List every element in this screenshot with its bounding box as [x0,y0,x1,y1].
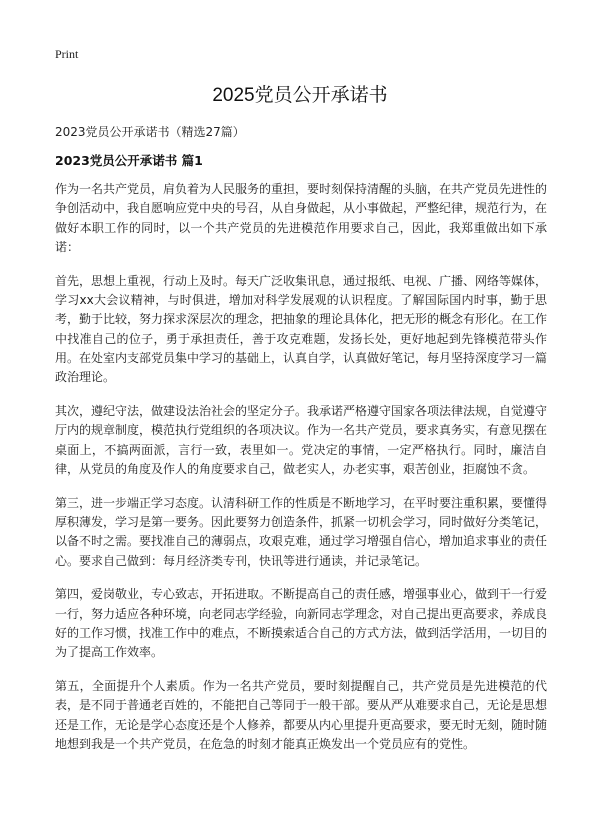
section-heading: 2023党员公开承诺书 篇1 [55,153,203,168]
print-link[interactable]: Print [55,47,79,61]
paragraph-third: 第三，进一步端正学习态度。认清科研工作的性质是不断地学习，在平时要注重积累，要懂得厚积薄发，学习是第一要务。因此要努力创造条件，抓紧一切机会学习，同时做好分类笔记，以备不时之需。要找准自己的薄弱点，攻艰克难，通过学习增强自信心，增加追求事业的责任心。要求自己做到：每月经济类专刊，快讯等进行通读，并记录笔记。 [55,495,548,568]
paragraph-fifth: 第五，全面提升个人素质。作为一名共产党员，要时刻提醒自己，共产党员是先进模范的代表，是不同于普通老百姓的，不能把自己等同于一般干部。要从严从难要求自己，无论是思想还是工作，无论是学心态度还是个人修养，都要从内心里提升更高要求，要无时无刻，随时随地想到我是一个共产党员，在危急的时刻才能真正焕发出一个党员应有的党性。 [55,679,548,751]
paragraph-intro: 作为一名共产党员，肩负着为人民服务的重担，要时刻保持清醒的头脑，在共产党员先进性的争创活动中，我自愿响应党中央的号召，从自身做起，从小事做起，严整纪律，规范行为，在做好本职工作的同时，以一个共产党员的先进模范作用要求自己，因此，我郑重做出如下承诺： [55,182,548,254]
paragraph-second: 其次，遵纪守法，做建设法治社会的坚定分子。我承诺严格遵守国家各项法律法规，自觉遵守厅内的规章制度，模范执行党组织的各项决议。作为一名共产党员，要求真务实，有意见摆在桌面上，不搞两面派，言行一致，表里如一。党决定的事情，一定严格执行。同时，廉洁自律，从党员的角度及作人的角度要求自己，做老实人，办老实事，艰苦创业，拒腐蚀不贪。 [55,403,548,476]
paragraph-first: 首先，思想上重视，行动上及时。每天广泛收集讯息，通过报纸、电视、广播、网络等媒体，学习xx大会议精神，与时俱进，增加对科学发展观的认识程度。了解国际国内时事，勤于思考，勤于比较，努力探求深层次的理念，把抽象的理论具体化，把无形的概念有形化。在工作中找准自己的位子，勇于承担责任，善于攻克难题，发扬长处，更好地起到先锋模范带头作用。在处室内支部党员集中学习的基础上，认真自学，认真做好笔记，每月坚持深度学习一篇政治理论。 [55,273,548,385]
page-title: 2025党员公开承诺书 [212,85,388,106]
document-body [55,180,547,769]
paragraph-fourth: 第四，爱岗敬业，专心致志，开拓进取。不断提高自己的责任感，增强事业心，做到干一行爱一行，努力适应各种环境，向老同志学经验，向新同志学理念，对自己提出更高要求，养成良好的工作习惯，找准工作中的难点，不断摸索适合自己的方式方法，做到活学活用，一切目的为了提高工作效率。 [55,587,548,660]
collection-subtitle: 2023党员公开承诺书（精选27篇） [55,125,245,139]
